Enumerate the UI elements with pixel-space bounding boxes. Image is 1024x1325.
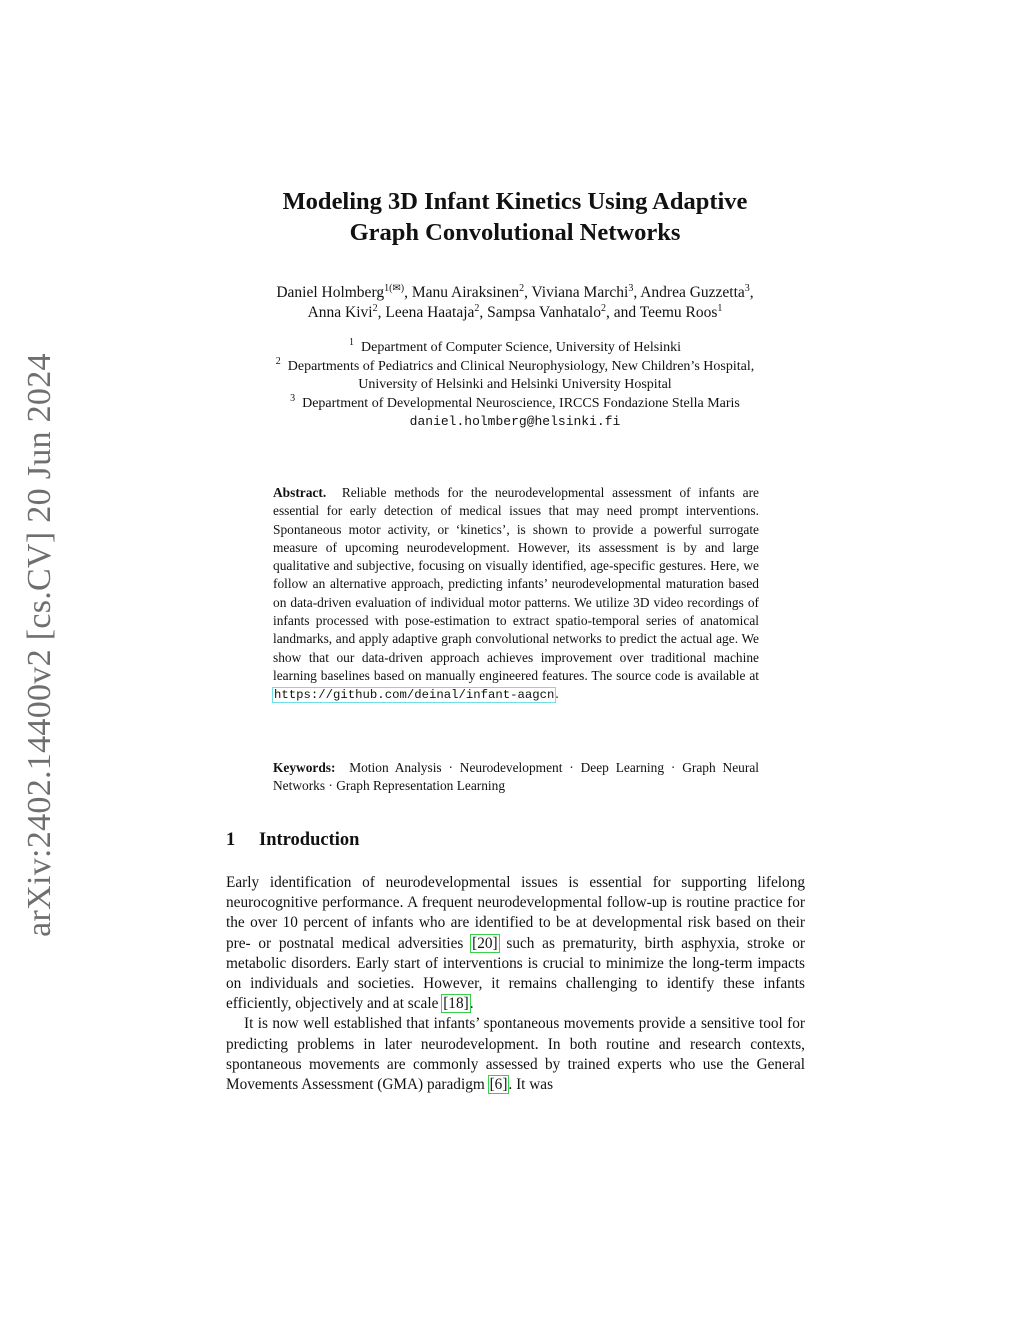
paragraph-text: Early identification of neurodevelopmental issues is essential for supporting lifelong neurocognitive performance. A frequent neurodevelopmental follow-up is routine practice for the over 10 percent of infants who are identified to be at developmental risk based on their pre- or postnatal medical adversities (226, 874, 805, 952)
citation-6[interactable]: [6] (489, 1076, 508, 1094)
author-affil-mark: 2 (474, 303, 480, 314)
paragraph-2 (226, 1014, 805, 1095)
keywords-block (273, 759, 759, 796)
arxiv-identifier-stamp: arXiv:2402.14400v2 [cs.CV] 20 Jun 2024 (21, 353, 58, 937)
paragraph-1 (226, 873, 805, 1014)
author-name: , Sampsa Vanhatalo (479, 304, 601, 321)
author-affil-mark: 1(✉) (384, 283, 405, 294)
author-separator: , (749, 284, 754, 301)
introduction-body (226, 873, 805, 1095)
affiliation-2 (180, 355, 850, 377)
author-name: Anna Kivi (307, 304, 373, 321)
author-name: , Leena Haataja (377, 304, 475, 321)
affiliation-list (180, 339, 850, 432)
abstract-text: Reliable methods for the neurodevelopmental assessment of infants are essential for early detection of medical issues that may need prompt interventions. Spontaneous motor activity, or ‘kinetics’, is shown to provide a powerful surrogate measure of upcoming neurodevelopment. However, its assessment is by and large qualitative and subjective, focusing on visually identified, age-specific gestures. Here, we follow an alternative approach, predicting infants’ neurodevelopmental maturation based on data-driven evaluation of individual motor patterns. We utilize 3D video recordings of infants processed with pose-estimation to extract spatio-temporal series of anatomical landmarks, and apply adaptive graph convolutional networks to predict the actual age. We show that our data-driven approach achieves improvement over traditional machine learning baselines based on manually engineered features. The source code is available at (273, 485, 760, 683)
affiliation-number: 1 (349, 337, 354, 348)
section-heading-introduction (226, 830, 359, 851)
paragraph-text: such as prematurity, birth asphyxia, stroke or metabolic disorders. Early start of interventions is crucial to minimize the long-term impacts on individuals and societies. However, it remains challenging to identify these infants efficiently, objectively and at scale (226, 934, 806, 1013)
author-list (180, 283, 850, 323)
abstract-end: . (555, 686, 559, 702)
abstract-label: Abstract. (273, 485, 327, 500)
section-number: 1 (226, 830, 236, 850)
affiliation-number: 3 (290, 392, 296, 404)
affiliation-text: Department of Computer Science, University of Helsinki (361, 340, 681, 355)
author-affil-mark: 1 (717, 303, 723, 314)
title-line-2: Graph Convolutional Networks (349, 219, 681, 246)
author-affil-mark: 3 (744, 283, 750, 294)
keywords-label: Keywords: (273, 760, 336, 775)
corresponding-email[interactable]: daniel.holmberg@helsinki.fi (409, 414, 621, 429)
author-name: , Viviana Marchi (524, 284, 629, 301)
abstract-block (273, 484, 759, 705)
paragraph-text: . (469, 995, 474, 1013)
affiliation-text: Department of Developmental Neuroscience, IRCCS Fondazione Stella Maris (302, 395, 740, 411)
citation-20[interactable]: [20] (472, 934, 498, 952)
affiliation-text: Departments of Pediatrics and Clinical Neurophysiology, New Children’s Hospital, (287, 358, 755, 374)
author-affil-mark: 2 (519, 283, 525, 294)
author-line-2 (180, 303, 850, 323)
affiliation-number: 2 (275, 355, 281, 367)
title-line-1: Modeling 3D Infant Kinetics Using Adaptive (282, 188, 748, 215)
source-code-link[interactable]: https://github.com/deinal/infant-aagcn (274, 688, 555, 703)
affiliation-3 (180, 392, 850, 414)
paper-title (200, 186, 830, 248)
paragraph-text: It is now well established that infants’ spontaneous movements provide a sensitive tool for predicting problems in later neurodevelopment. In both routine and research contexts, spontaneous movements are commonly assessed by trained experts who use the General Movements Assessment (GMA) paradigm (226, 1015, 805, 1094)
affiliation-2-continued: University of Helsinki and Helsinki University Hospital (358, 377, 672, 392)
keywords-text: Motion Analysis · Neurodevelopment · Deep Learning · Graph Neural Networks · Graph Representation Learning (273, 760, 759, 794)
author-affil-mark: 2 (600, 303, 606, 314)
author-name: , and Teemu Roos (605, 304, 718, 321)
citation-18[interactable]: [18] (443, 995, 469, 1013)
author-affil-mark: 2 (372, 303, 378, 314)
author-affil-mark: 3 (628, 283, 634, 294)
author-line-1 (180, 283, 850, 303)
section-title: Introduction (259, 830, 360, 850)
paragraph-text: . It was (508, 1076, 554, 1094)
author-name: Daniel Holmberg (276, 284, 385, 301)
author-name: , Andrea Guzzetta (633, 284, 745, 301)
author-name: , Manu Airaksinen (404, 284, 520, 301)
